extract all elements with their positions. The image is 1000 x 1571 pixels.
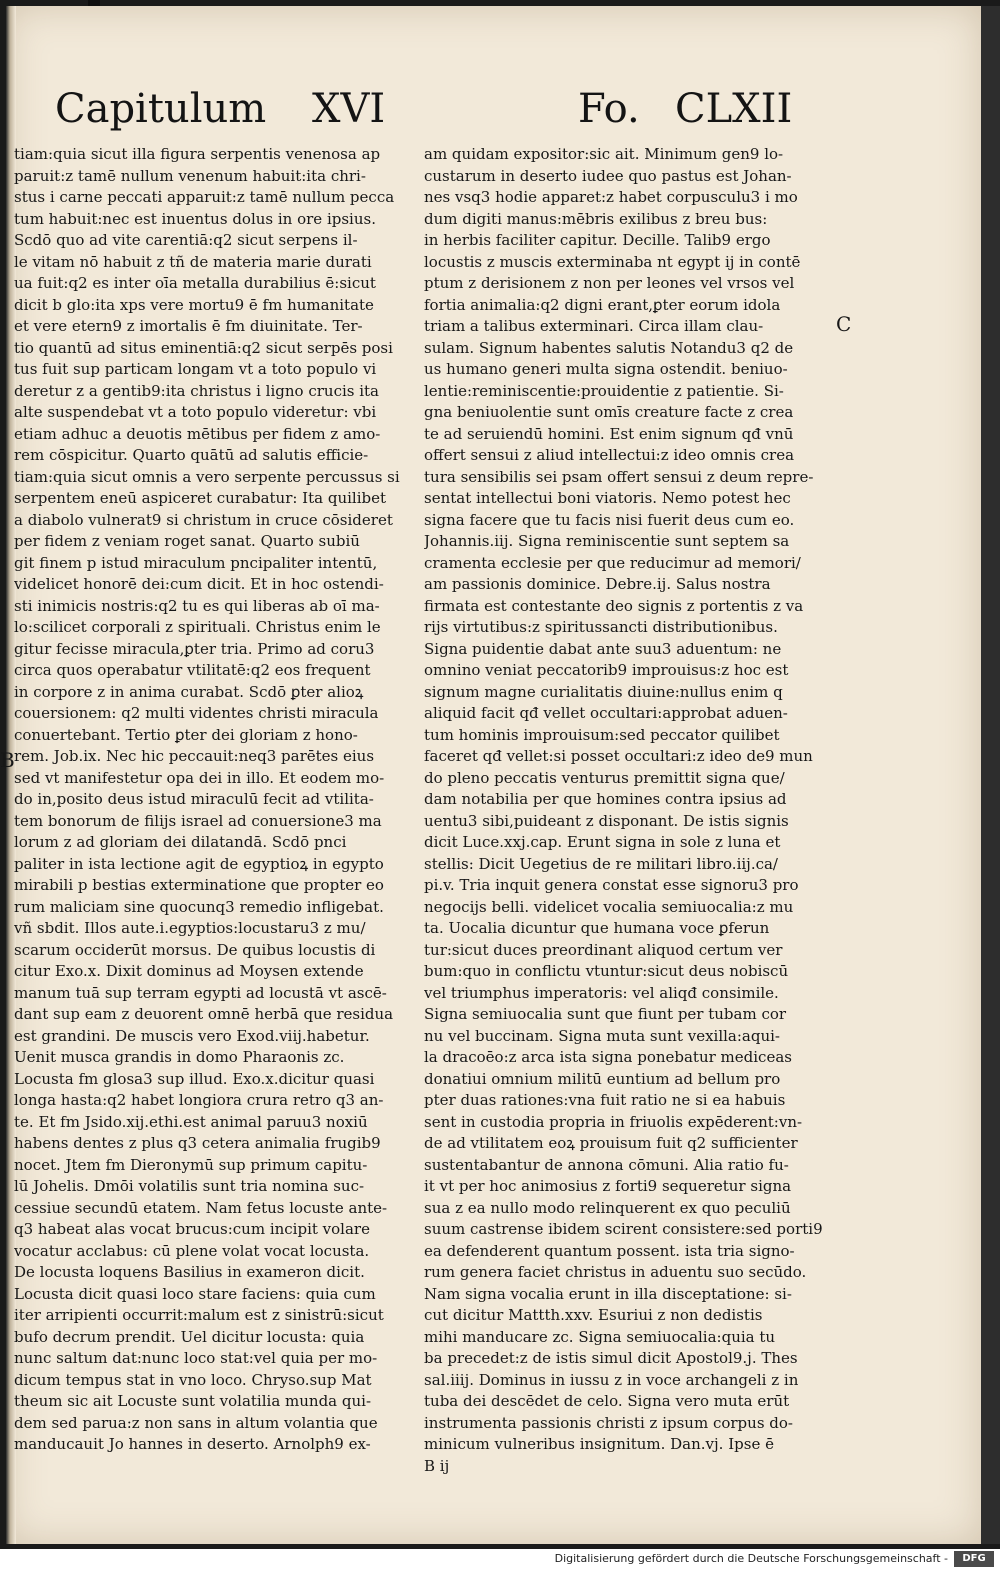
text-line: signum magne curialitatis diuine:nullus enim q xyxy=(424,682,783,701)
text-line: te. Et fm Jsido.xij.ethi.est animal paruu3 noxiū xyxy=(14,1112,368,1131)
text-line: et vere etern9 z imortalis ē fm diuinitate. Ter- xyxy=(14,317,363,335)
text-line: Scdō quo ad vite carentiā:q2 sicut serpens il- xyxy=(14,231,358,249)
text-line: uentu3 sibi,puideant z disponant. De istis signis xyxy=(424,811,789,830)
text-line: triam a talibus exterminari. Circa illam clau- xyxy=(424,317,764,335)
text-line: lū Johelis. Dmōi volatilis sunt tria nomina suc- xyxy=(14,1177,365,1195)
text-line: B ij xyxy=(424,1456,450,1475)
margin-note-right: C xyxy=(836,312,852,336)
text-line: dum digiti manus:mēbris exilibus z breu bus: xyxy=(424,209,768,228)
text-line: longa hasta:q2 habet longiora crura retro q3 an- xyxy=(14,1091,384,1109)
text-line: pter duas rationes:vna fuit ratio ne si ea habuis xyxy=(424,1091,786,1109)
text-line: firmata est contestante deo signis z portentis z va xyxy=(424,596,804,615)
text-line: dant sup eam z deuorent omnē herbā que residua xyxy=(14,1005,394,1023)
text-line: rem cōspicitur. Quarto quātū ad salutis efficie- xyxy=(14,446,369,464)
text-line: tio quantū ad situs eminentiā:q2 sicut serpēs posi xyxy=(14,338,393,357)
text-line: Locusta dicit quasi loco stare faciens: quia cum xyxy=(14,1284,376,1303)
text-line: do in,posito deus istud miraculū fecit ad vtilita- xyxy=(14,790,374,808)
text-line: it vt per hoc animosius z forti9 sequeretur signa xyxy=(424,1177,792,1195)
text-line: couersionem: q2 multi videntes christi miracula xyxy=(14,704,379,722)
text-line: lentie:reminiscentie:prouidentie z patientie. Si- xyxy=(424,381,784,400)
text-line: dicum tempus stat in vno loco. Chryso.sup Mat xyxy=(14,1370,372,1389)
text-line: sal.iiij. Dominus in iussu z in voce archangeli z in xyxy=(424,1370,799,1389)
text-line: fortia animalia:q2 digni erant,ꝑter eorum idola xyxy=(424,295,781,314)
text-line: am quidam expositor:sic ait. Minimum gen9 lo- xyxy=(424,145,784,163)
text-line: faceret qđ vellet:si posset occultari:z ideo de9 mun xyxy=(424,747,813,765)
text-line: us humano generi multa signa ostendit. beniuo- xyxy=(424,360,788,378)
text-line: gitur fecisse miracula,ꝑter tria. Primo ad coru3 xyxy=(14,639,375,658)
text-line: dicit Luce.xxj.cap. Erunt signa in sole z luna et xyxy=(424,833,781,851)
text-line: Signa puidentie dabat ante suu3 aduentum: ne xyxy=(424,639,782,658)
text-line: vñ sbdit. Illos aute.i.egyptios:locustaru3 z mu/ xyxy=(14,919,366,937)
text-line: lo:scilicet corporali z spirituali. Christus enim le xyxy=(14,618,381,636)
text-line: stellis: Dicit Uegetius de re militari libro.iij.ca/ xyxy=(424,854,778,873)
page-edge-shadow xyxy=(981,6,1000,1544)
text-line: rem. Job.ix. Nec hic peccauit:neq3 parētes eius xyxy=(14,747,375,765)
text-line: bufo decrum prendit. Uel dicitur locusta: quia xyxy=(14,1327,365,1346)
text-line: cramenta ecclesie per que reducimur ad memori/ xyxy=(424,553,801,572)
text-line: in herbis faciliter capitur. Decille. Talib9 ergo xyxy=(424,231,771,249)
text-line: bum:quo in conflictu vtuntur:sicut deus nobiscū xyxy=(424,962,789,980)
text-line: tur:sicut duces preordinant aliquod certum ver xyxy=(424,940,783,959)
text-line: De locusta loquens Basilius in exameron dicit. xyxy=(14,1263,365,1281)
text-line: ptum z derisionem z non per leones vel vrsos vel xyxy=(424,274,795,292)
text-line: te ad seruiendū homini. Est enim signum qđ vnū xyxy=(424,424,794,443)
text-line: pi.v. Tria inquit genera constat esse signoru3 pro xyxy=(424,876,799,894)
folio-label: Fo. xyxy=(578,86,640,132)
text-line: am passionis dominice. Debre.ij. Salus nostra xyxy=(424,575,771,593)
chapter-title: Capitulum xyxy=(55,86,267,132)
right-text-column xyxy=(424,144,834,1477)
text-line: sent in custodia propria in friuolis expēderent:vn- xyxy=(424,1112,803,1131)
text-line: vel triumphus imperatoris: vel aliqđ consimile. xyxy=(424,983,779,1002)
text-line: habens dentes z plus q3 cetera animalia frugib9 xyxy=(14,1134,381,1152)
text-line: citur Exo.x. Dixit dominus ad Moysen extende xyxy=(14,962,364,980)
text-line: rum genera faciet christus in aduentu suo secūdo. xyxy=(424,1263,807,1281)
text-line: gna beniuolentie sunt omīs creature facte z crea xyxy=(424,403,794,421)
text-line: negocijs belli. videlicet vocalia semiuocalia:z mu xyxy=(424,897,794,916)
text-line: mirabili p bestias exterminatione que propter eo xyxy=(14,876,384,894)
text-line: tura sensibilis sei psam offert sensui z deum repre- xyxy=(424,467,814,486)
text-line: tuba dei descēdet de celo. Signa vero muta erūt xyxy=(424,1392,790,1410)
text-line: Uenit musca grandis in domo Pharaonis zc. xyxy=(14,1048,345,1066)
text-line: locustis z muscis exterminaba nt egypt ij in contē xyxy=(424,252,801,271)
text-line: sustentabantur de annona cōmuni. Alia ratio fu- xyxy=(424,1155,789,1174)
text-line: lorum z ad gloriam dei dilatandā. Scdō pnci xyxy=(14,833,347,851)
text-line: est grandini. De muscis vero Exod.viij.habetur. xyxy=(14,1026,370,1045)
text-line: dicit b glo:ita xps vere mortu9 ē fm humanitate xyxy=(14,295,374,314)
text-line: donatiui omnium militū euntium ad bellum pro xyxy=(424,1069,781,1088)
text-line: ta. Uocalia dicuntur que humana voce ꝑferun xyxy=(424,919,770,937)
left-text-column xyxy=(14,144,422,1456)
text-line: nocet. Jtem fm Dieronymū sup primum capitu- xyxy=(14,1155,368,1174)
text-line: Johannis.iij. Signa reminiscentie sunt septem sa xyxy=(424,532,790,550)
text-line: de ad vtilitatem eoꝝ prouisum fuit q2 sufficienter xyxy=(424,1134,798,1152)
text-line: in corpore z in anima curabat. Scdō ꝑter alioꝝ xyxy=(14,682,364,701)
text-line: ua fuit:q2 es inter oīa metalla durabilius ē:sicut xyxy=(14,274,376,292)
text-line: la dracoēo:z arca ista signa ponebatur mediceas xyxy=(424,1048,792,1066)
text-line: tum habuit:nec est inuentus dolus in ore ipsius. xyxy=(14,209,376,228)
text-line: tem bonorum de filijs israel ad conuersione3 ma xyxy=(14,811,382,830)
text-line: minicum vulneribus insignitum. Dan.vj. Ipse ē xyxy=(424,1435,774,1453)
text-line: deretur z a gentib9:ita christus i ligno crucis ita xyxy=(14,381,380,400)
text-line: per fidem z veniam roget sanat. Quarto subiū xyxy=(14,532,360,550)
text-line: iter arripienti occurrit:malum est z sinistrū:sicut xyxy=(14,1306,384,1324)
text-line: instrumenta passionis christi z ipsum corpus do- xyxy=(424,1413,793,1432)
margin-note-left: B xyxy=(0,748,15,772)
text-line: ba precedet:z de istis simul dicit Apostol9.j. Thes xyxy=(424,1349,798,1367)
text-line: videlicet honorē dei:cum dicit. Et in hoc ostendi- xyxy=(14,575,384,593)
text-line: manducauit Jo hannes in deserto. Arnolph9 ex- xyxy=(14,1435,371,1453)
text-line: vocatur acclabus: cū plene volat vocat locusta. xyxy=(14,1241,370,1260)
text-line: cut dicitur Mattth.xxv. Esuriui z non dedistis xyxy=(424,1306,763,1324)
text-line: Locusta fm glosa3 sup illud. Exo.x.dicitur quasi xyxy=(14,1069,375,1088)
text-line: mihi manducare zc. Signa semiuocalia:quia tu xyxy=(424,1327,776,1346)
text-line: sua z ea nullo modo relinquerent ex quo peculiū xyxy=(424,1198,791,1217)
text-line: sed vt manifestetur opa dei in illo. Et eodem mo- xyxy=(14,768,385,787)
text-line: alte suspendebat vt a toto populo videretur: vbi xyxy=(14,403,377,421)
text-line: circa quos operabatur vtilitatē:q2 eos frequent xyxy=(14,661,371,679)
text-line: etiam adhuc a deuotis mētibus per fidem z amo- xyxy=(14,424,381,443)
text-line: custarum in deserto iudee quo pastus est Johan- xyxy=(424,166,792,185)
text-line: git finem p istud miraculum pncipaliter intentū, xyxy=(14,553,378,572)
text-line: dam notabilia per que homines contra ipsius ad xyxy=(424,790,787,808)
text-line: Nam signa vocalia erunt in illa disceptatione: si- xyxy=(424,1284,792,1303)
text-line: tiam:quia sicut illa figura serpentis venenosa ap xyxy=(14,145,381,163)
dfg-logo: DFG xyxy=(954,1551,994,1567)
text-line: suum castrense ibidem scirent consistere:sed porti9 xyxy=(424,1220,823,1238)
text-line: cessiue secundū etatem. Nam fetus locuste ante- xyxy=(14,1198,388,1217)
text-line: a diabolo vulnerat9 si christum in cruce cōsideret xyxy=(14,510,393,529)
text-line: ea defenderent quantum possent. ista tria signo- xyxy=(424,1241,795,1260)
text-line: conuertebant. Tertio ꝑter dei gloriam z hono- xyxy=(14,725,358,744)
folio-number: CLXII xyxy=(675,86,793,132)
text-line: tus fuit sup particam longam vt a toto populo vi xyxy=(14,360,377,378)
text-line: dem sed parua:z non sans in altum volantia que xyxy=(14,1413,378,1432)
text-line: Signa semiuocalia sunt que fiunt per tubam cor xyxy=(424,1005,787,1023)
text-line: aliquid facit qđ vellet occultari:approbat aduen- xyxy=(424,704,788,722)
text-line: rum maliciam sine quocunq3 remedio infligebat. xyxy=(14,897,384,916)
text-line: manum tuā sup terram egypti ad locustā vt ascē- xyxy=(14,983,387,1002)
text-line: signa facere que tu facis nisi fuerit deus cum eo. xyxy=(424,510,795,529)
text-line: nu vel buccinam. Signa muta sunt vexilla:aqui- xyxy=(424,1026,780,1045)
text-line: tum hominis improuisum:sed peccator quilibet xyxy=(424,725,780,744)
text-line: nunc saltum dat:nunc loco stat:vel quia per mo- xyxy=(14,1349,378,1367)
text-line: serpentem eneū aspiceret curabatur: Ita quilibet xyxy=(14,489,387,507)
text-line: do pleno peccatis venturus premittit signa que/ xyxy=(424,768,785,787)
text-line: paruit:z tamē nullum venenum habuit:ita chri- xyxy=(14,166,366,185)
text-line: nes vsq3 hodie apparet:z habet corpusculu3 i mo xyxy=(424,188,798,206)
text-line: stus i carne peccati apparuit:z tamē nullum pecca xyxy=(14,188,395,206)
text-line: omnino veniat peccatorib9 improuisus:z hoc est xyxy=(424,661,789,679)
text-line: tiam:quia sicut omnis a vero serpente percussus si xyxy=(14,467,400,486)
text-line: offert sensui z aliud intellectui:z ideo omnis crea xyxy=(424,446,795,464)
text-line: scarum occiderūt morsus. De quibus locustis di xyxy=(14,940,376,959)
text-line: le vitam nō habuit z tñ de materia marie durati xyxy=(14,252,372,271)
footer-credit: Digitalisierung gefördert durch die Deutsche Forschungsgemeinschaft - xyxy=(554,1552,948,1565)
text-line: sentat intellectui boni viatoris. Nemo potest hec xyxy=(424,489,791,507)
text-line: q3 habeat alas vocat brucus:cum incipit volare xyxy=(14,1220,370,1238)
text-line: sulam. Signum habentes salutis Notandu3 q2 de xyxy=(424,338,794,357)
chapter-number: XVI xyxy=(312,86,386,132)
text-line: sti inimicis nostris:q2 tu es qui liberas ab oī ma- xyxy=(14,596,380,615)
text-line: theum sic ait Locuste sunt volatilia munda qui- xyxy=(14,1392,372,1410)
text-line: rijs virtutibus:z spiritussancti distributionibus. xyxy=(424,618,778,636)
text-line: paliter in ista lectione agit de egyptioꝝ in egypto xyxy=(14,854,384,873)
